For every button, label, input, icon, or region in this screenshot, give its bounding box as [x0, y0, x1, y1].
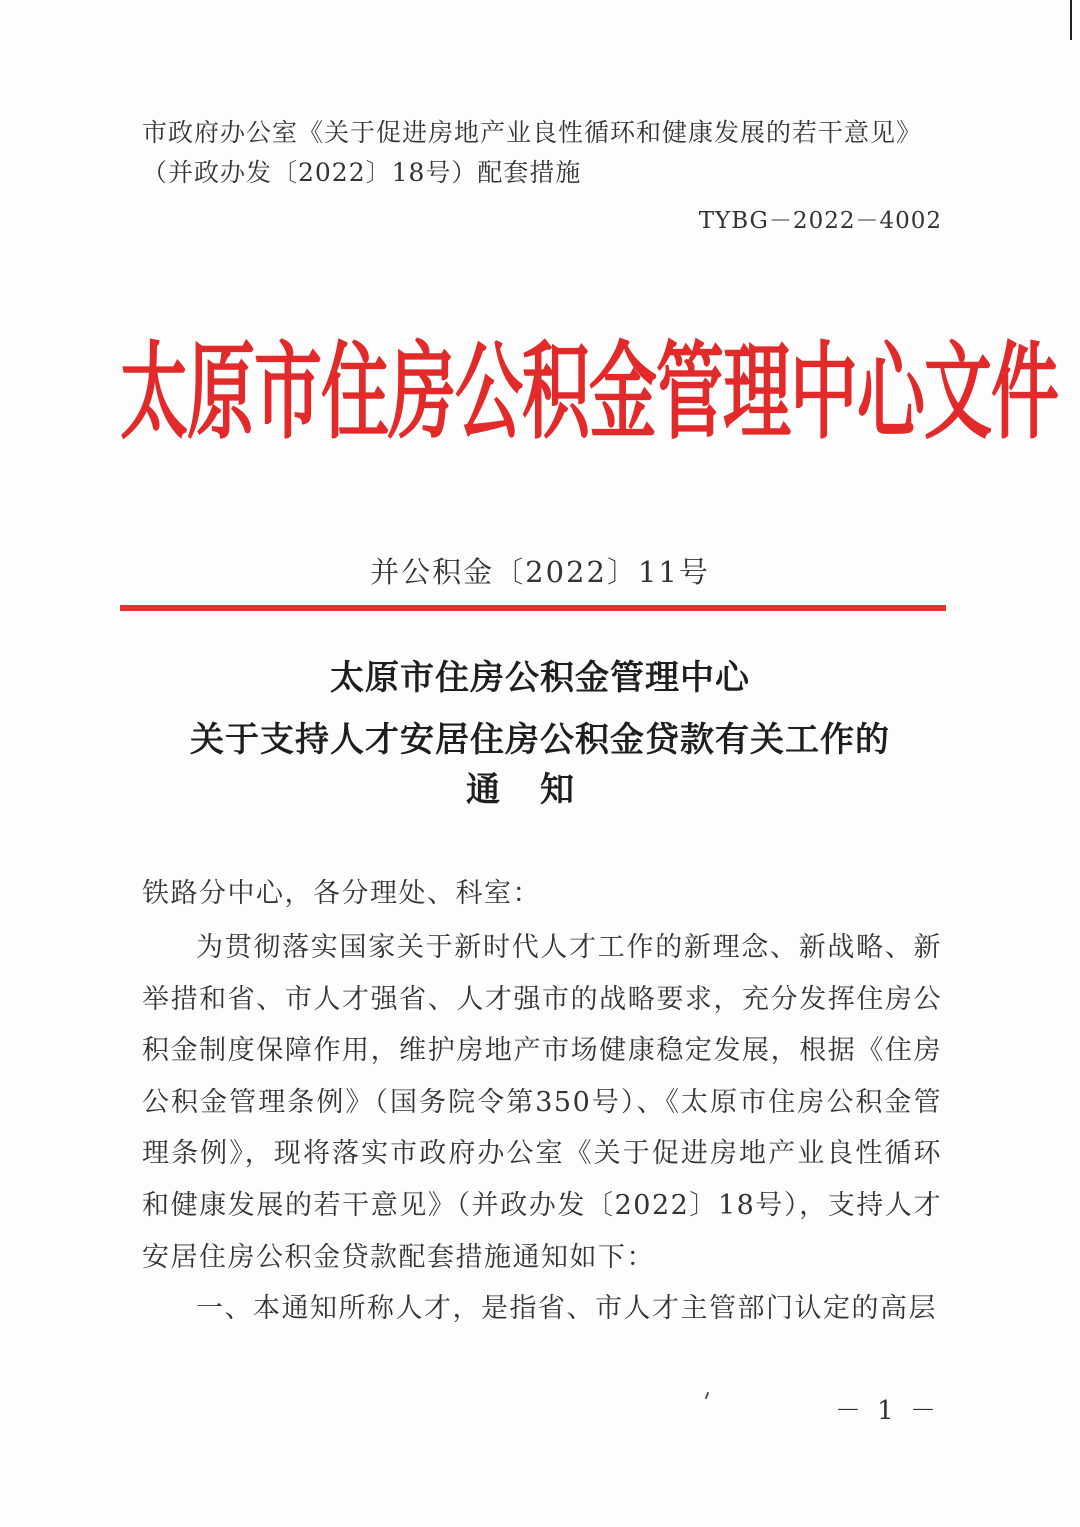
paragraph-intro: 为贯彻落实国家关于新时代人才工作的新理念、新战略、新举措和省、市人才强省、人才强市的战略要求，充分发挥住房公积金制度保障作用，维护房地产市场健康稳定发展，根据《住房公积金管理条例》（国务院令第350号）、《太原市住房公积金管理条例》，现将落实市政府办公室《关于促进房地产业良性循环和健康发展的若干意见》（并政办发〔2022〕18号），支持人才安居住房公积金贷款配套措施通知如下：	[142, 932, 942, 1273]
document-code: TYBG－2022－4002	[698, 208, 942, 234]
scan-edge-mark	[1070, 0, 1072, 40]
notice-title-line-3: 通知	[466, 770, 614, 810]
notice-title-line-2: 关于支持人才安居住房公积金贷款有关工作的	[190, 720, 890, 760]
paragraph-item-1: 一、本通知所称人才，是指省、市人才主管部门认定的高层	[196, 1293, 937, 1325]
salutation: 铁路分中心，各分理处、科室：	[142, 878, 541, 909]
notice-title-line-1: 太原市住房公积金管理中心	[330, 658, 750, 698]
body-paragraphs	[142, 922, 942, 1335]
red-divider-line	[120, 605, 946, 611]
file-number: 并公积金〔2022〕11号	[370, 555, 710, 589]
scan-speck	[705, 1392, 709, 1399]
red-header-title: 太原市住房公积金管理中心文件	[120, 331, 1059, 455]
page-number: － 1 －	[834, 1396, 940, 1426]
header-note: 市政府办公室《关于促进房地产业良性循环和健康发展的若干意见》（并政办发〔2022〕18号）配套措施	[142, 118, 923, 187]
